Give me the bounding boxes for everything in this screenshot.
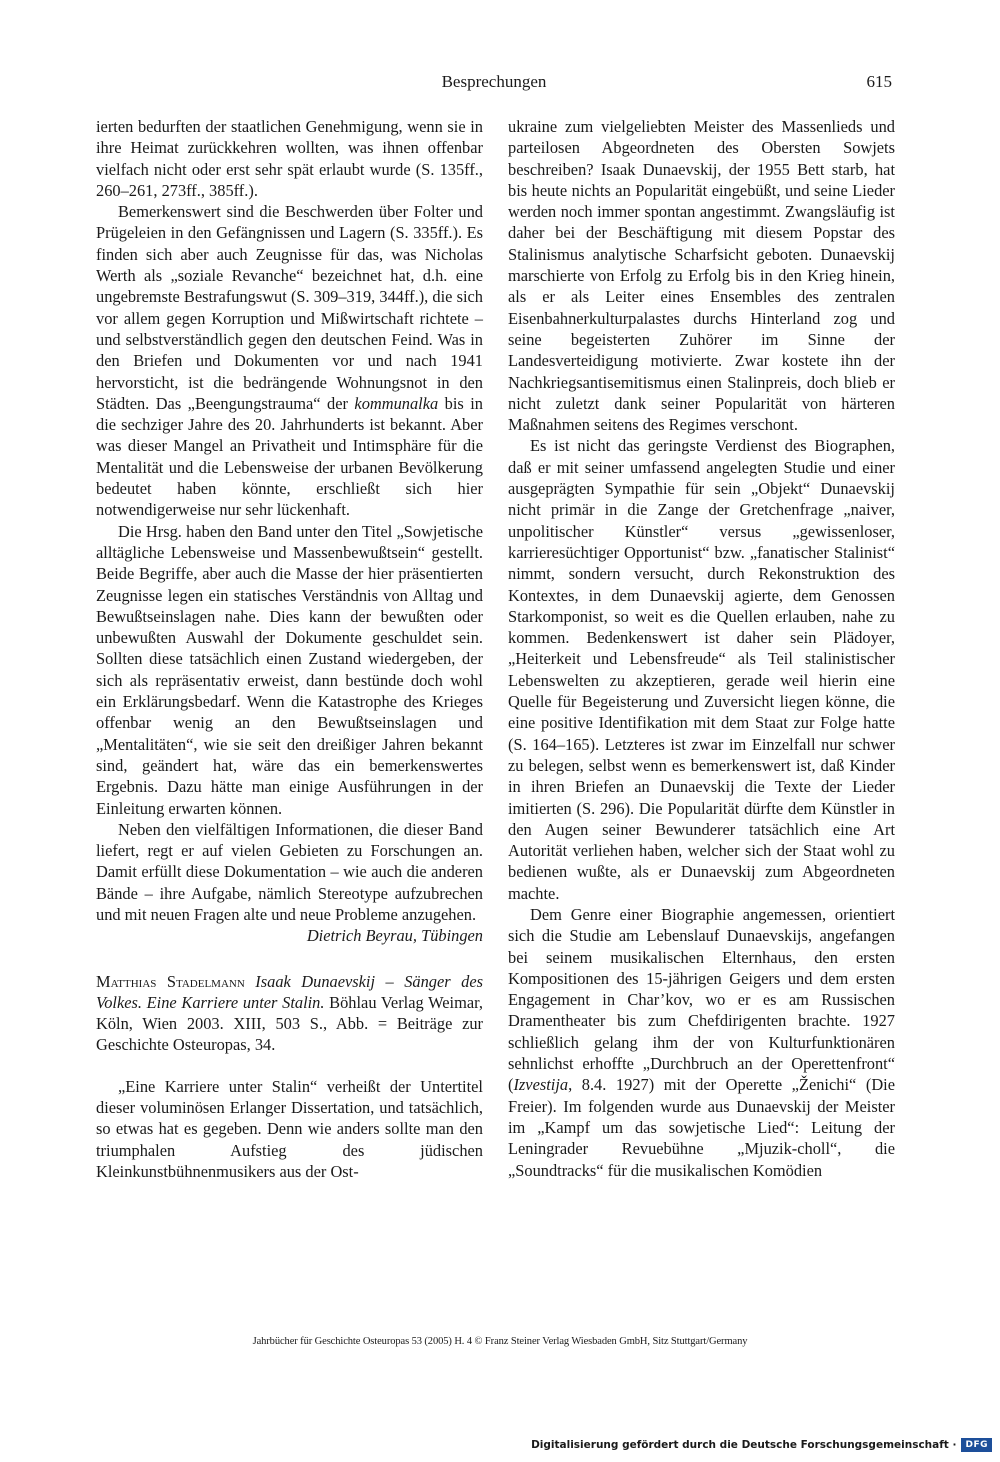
dfg-logo-icon: DFG [961, 1438, 992, 1452]
left-column [96, 116, 483, 1182]
journal-citation-footer: Jahrbücher für Geschichte Osteuropas 53 (2005) H. 4 © Franz Steiner Verlag Wiesbaden GmbH, Sitz Stuttgart/Germany [252, 1336, 748, 1347]
paragraph-text: Dem Genre einer Biographie angemessen, orientiert sich die Studie am Lebenslauf Dunaevskijs, angefangen bei seinem musikalischen Elternhaus, den ersten Kompositionen des 15-jährigen Geigers und dem ersten Engagement in Char’kov, wo er es am Russischen Dramentheater bis zum Chefdirigenten brachte. 1927 schließlich gelang ihm der von Kulturfunktionären sehnlichst erhoffte „Durchbruch an der Operettenfront“ ( [508, 904, 895, 1095]
paragraph: Es ist nicht das geringste Verdienst des Biographen, daß er mit seiner umfassend angelegten Studie und einer ausgeprägten Sympathie für sein „Objekt“ Dunaevskij nicht primär in die Zange der Gretchenfrage „naiver, unpolitischer Künstler“ versus „gewissenloser, karrieresüchtiger Opportunist“ bzw. „fanatischer Stalinist“ nimmt, sondern versucht, durch Rekonstruktion des Kontextes, in dem Dunaevskij agierte, dem Genossen Starkomponist, so weit es die Quellen erlauben, nahe zu kommen. Bedenkenswert ist daher sein Plädoyer, „Heiterkeit und Lebensfreude“ als Teil stalinistischer Lebenswelten zu akzeptieren, gerade weil hierin eine Quelle für Begeisterung und Zuversicht liegen könne, die eine positive Identifikation mit dem Staat zur Folge hatte (S. 164–165). Letzteres ist zwar im Einzelfall nur schwer zu belegen, selbst wenn es bemerkenswert ist, daß Kinder in ihren Briefen an Dunaevskij die Texte der Lieder imitierten (S. 296). Die Popularität dürfte dem Künstler in den Augen seiner Bewunderer tatsächlich eine Art Autorität verliehen haben, welcher sich der Staat wohl zu bedienen wußte, als er Dunaevskij zum Abgeordneten machte. [508, 436, 895, 903]
bibliographic-entry [96, 971, 483, 1056]
publication-details: Böhlau Verlag Weimar, Köln, Wien 2003. XIII, 503 S., Abb. = Beiträge zur Geschichte Osteuropas, 34. [96, 992, 483, 1055]
paragraph: ierten bedurften der staatlichen Genehmigung, wenn sie in ihre Heimat zurückkehren wollten, was ihnen offenbar vielfach nicht oder erst sehr spät erlaubt wurde (S. 135ff., 260–261, 273ff., 385ff.). [96, 117, 483, 200]
paragraph-text: bis in die sechziger Jahre des 20. Jahrhunderts ist bekannt. Aber was dieser Mangel an Privatheit und Intimsphäre für die Mentalität und die Lebensweise der urbanen Bevölkerung bedeutet haben könnte, erschließt sich hier notwendigerweise nur sehr lückenhaft. [96, 393, 483, 520]
running-header [96, 72, 892, 102]
emphasis-term: kommunalka [354, 393, 439, 413]
paragraph [96, 201, 483, 520]
digitization-notice [531, 1436, 992, 1454]
paragraph-text: , 8.4. 1927) mit der Operette „Ženichi“ (Die Freier). Im folgenden wurde aus Dunaevskij der Meister im „Kampf um das sowjetische Lied“: Leitung der Leningrader Revuebühne „Mjuzik-choll“, die „Soundtracks“ für die musikalischen Komödien [508, 1075, 895, 1180]
paragraph: ukraine zum vielgeliebten Meister des Massenlieds und parteilosen Abgeordneten des Obersten Sowjets beschreiben? Isaak Dunaevskij, der 1955 Bett starb, hat bis heute nichts an Popularität eingebüßt, und seine Lieder werden noch immer spontan angestimmt. Zwangsläufig ist daher bei der Beschäftigung mit diesem Popstar des Stalinismus analytische Scharfsicht geboten. Dunaevskij marschierte von Erfolg zu Erfolg bis in den Krieg hinein, als er als Leiter eines Ensembles des zentralen Eisenbahnerkulturpalastes durchs Hinterland zog und seine begeisterten Zuhörer im Sinne der Landesverteidigung motivierte. Zwar kostete ihn der Nachkriegsantisemitismus einen Stalinpreis, doch blieb er nicht zuletzt dank seiner Popularität von härteren Maßnahmen seitens des Regimes verschont. [508, 117, 895, 435]
funding-note: Digitalisierung gefördert durch die Deutsche Forschungsgemeinschaft · [531, 1439, 957, 1451]
reviewed-title: Isaak Dunaevskij – Sänger des Volkes. Eine Karriere unter Stalin. [96, 971, 483, 1012]
paragraph: Die Hrsg. haben den Band unter den Titel „Sowjetische alltägliche Lebensweise und Massenbewußtsein“ gestellt. Beide Begriffe, aber auch die Masse der hier präsentierten Zeugnisse legen ein statisches Verständnis von Alltag und Bewußtseinslagen nahe. Dies kann der bewußten oder unbewußten Auswahl der Dokumente geschuldet sein. Sollten diese tatsächlich einen Zustand wiedergeben, der sich als repräsentativ erweist, dann bestünde doch wohl ein Erklärungsbedarf. Wenn die Katastrophe des Krieges offenbar wenig an den Bewußtseinslagen und „Mentalitäten“, wie sie seit den dreißiger Jahren bekannt sind, geändert hat, wäre das ein bemerkenswertes Ergebnis. Dazu hätte man einige Ausführungen in der Einleitung erwarten können. [96, 521, 483, 818]
paragraph-text: Bemerkenswert sind die Beschwerden über Folter und Prügeleien in den Gefängnissen und Lagern (S. 335ff.). Es finden sich aber auch Zeugnisse für das, was Nicholas Werth als „soziale Revanche“ bezeichnet hat, d.h. eine ungebremste Bestrafungswut (S. 309–319, 344ff.), die sich vor allem gegen Korruption und Mißwirtschaft richtete – und selbstverständlich gegen den deutschen Feind. Was in den Briefen und Dokumenten vor und nach 1941 hervorsticht, ist die bedrängende Wohnungsnot in den Städten. Das „Beengungstrauma“ der [96, 202, 483, 413]
paragraph: Neben den vielfältigen Informationen, die dieser Band liefert, regt er auf vielen Gebieten zu Forschungen an. Damit erfüllt diese Dokumentation – wie auch die anderen Bände – ihre Aufgabe, nämlich Stereotype aufzubrechen und mit neuen Fragen alte und neue Probleme anzugehen. [96, 819, 483, 924]
paragraph: „Eine Karriere unter Stalin“ verheißt der Untertitel dieser voluminösen Erlanger Dissertation, und tatsächlich, so etwas hat es gegeben. Denn wie anders sollte man den triumphalen Aufstieg des jüdischen Kleinkunstbühnenmusikers aus der Ost- [96, 1076, 483, 1181]
reviewer-signature: Dietrich Beyrau, Tübingen [306, 926, 483, 946]
reviewed-author: Matthias Stadelmann [96, 971, 245, 991]
right-column [508, 116, 895, 1181]
page-number: 615 [866, 72, 892, 91]
running-title: Besprechungen [441, 72, 547, 91]
emphasis-term: Izvestija [513, 1075, 569, 1095]
paragraph [508, 904, 895, 1181]
